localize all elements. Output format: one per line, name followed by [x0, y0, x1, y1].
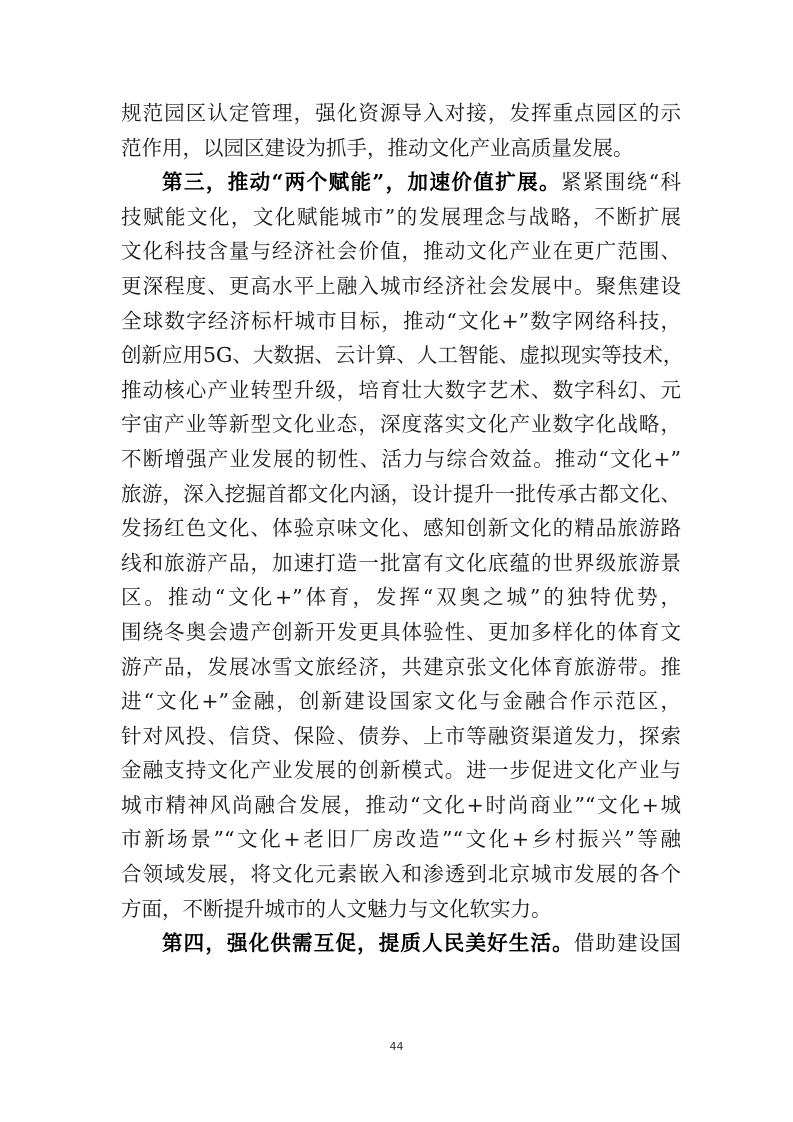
text-line: 技赋能文化，文化赋能城市”的发展理念与战略，不断扩展: [121, 204, 681, 229]
text-span: 紧紧围绕“科: [560, 170, 681, 195]
page-number: 44: [389, 1040, 404, 1053]
text-line: 市新场景”“文化+老旧厂房改造”“文化+乡村振兴”等融: [121, 827, 681, 852]
text-line: 发扬红色文化、体验京味文化、感知创新文化的精品旅游路: [121, 516, 681, 541]
text-line: 宇宙产业等新型文化业态，深度落实文化产业数字化战略，: [121, 412, 681, 437]
text-line: 合领域发展，将文化元素嵌入和渗透到北京城市发展的各个: [121, 862, 681, 887]
text-line: 针对风投、信贷、保险、债券、上市等融资渠道发力，探索: [121, 723, 681, 748]
text-line: 城市精神风尚融合发展，推动“文化+时尚商业”“文化+城: [121, 792, 681, 817]
paragraph-fourth-first-line: [121, 926, 681, 961]
text-line: 不断增强产业发展的韧性、活力与综合效益。推动“文化+”: [121, 446, 681, 471]
text-line: 旅游，深入挖掘首都文化内涵，设计提升一批传承古都文化、: [121, 481, 681, 506]
text-line: 方面，不断提升城市的人文魅力与文化软实力。: [121, 896, 552, 921]
paragraph-third-first-line: [121, 165, 681, 200]
text-line: 更深程度、更高水平上融入城市经济社会发展中。聚焦建设: [121, 273, 681, 298]
text-line: 线和旅游产品，加速打造一批富有文化底蕴的世界级旅游景: [121, 550, 681, 575]
text-span: 借助建设国: [573, 931, 682, 956]
text-line: 推动核心产业转型升级，培育壮大数字艺术、数字科幻、元: [121, 377, 681, 402]
text-line: 金融支持文化产业发展的创新模式。进一步促进文化产业与: [121, 758, 681, 783]
paragraph-heading: 第三，推动“两个赋能”，加速价值扩展。: [162, 170, 561, 195]
text-line: 进“文化+”金融，创新建设国家文化与金融合作示范区，: [121, 689, 681, 714]
text-line: 文化科技含量与经济社会价值，推动文化产业在更广范围、: [121, 239, 681, 264]
body-text: [121, 96, 684, 961]
text-line: 游产品，发展冰雪文旅经济，共建京张文化体育旅游带。推: [121, 654, 681, 679]
text-line: 全球数字经济标杆城市目标，推动“文化+”数字网络科技，: [121, 308, 681, 333]
text-line: 规范园区认定管理，强化资源导入对接，发挥重点园区的示: [121, 101, 681, 125]
paragraph-heading: 第四，强化供需互促，提质人民美好生活。: [162, 931, 574, 956]
text-line: 范作用，以园区建设为抓手，推动文化产业高质量发展。: [121, 135, 634, 160]
text-line: 围绕冬奥会遗产创新开发更具体验性、更加多样化的体育文: [121, 619, 681, 644]
text-line: 区。推动“文化+”体育，发挥“双奥之城”的独特优势，: [121, 585, 681, 610]
text-line: 创新应用5G、大数据、云计算、人工智能、虚拟现实等技术，: [121, 343, 684, 368]
